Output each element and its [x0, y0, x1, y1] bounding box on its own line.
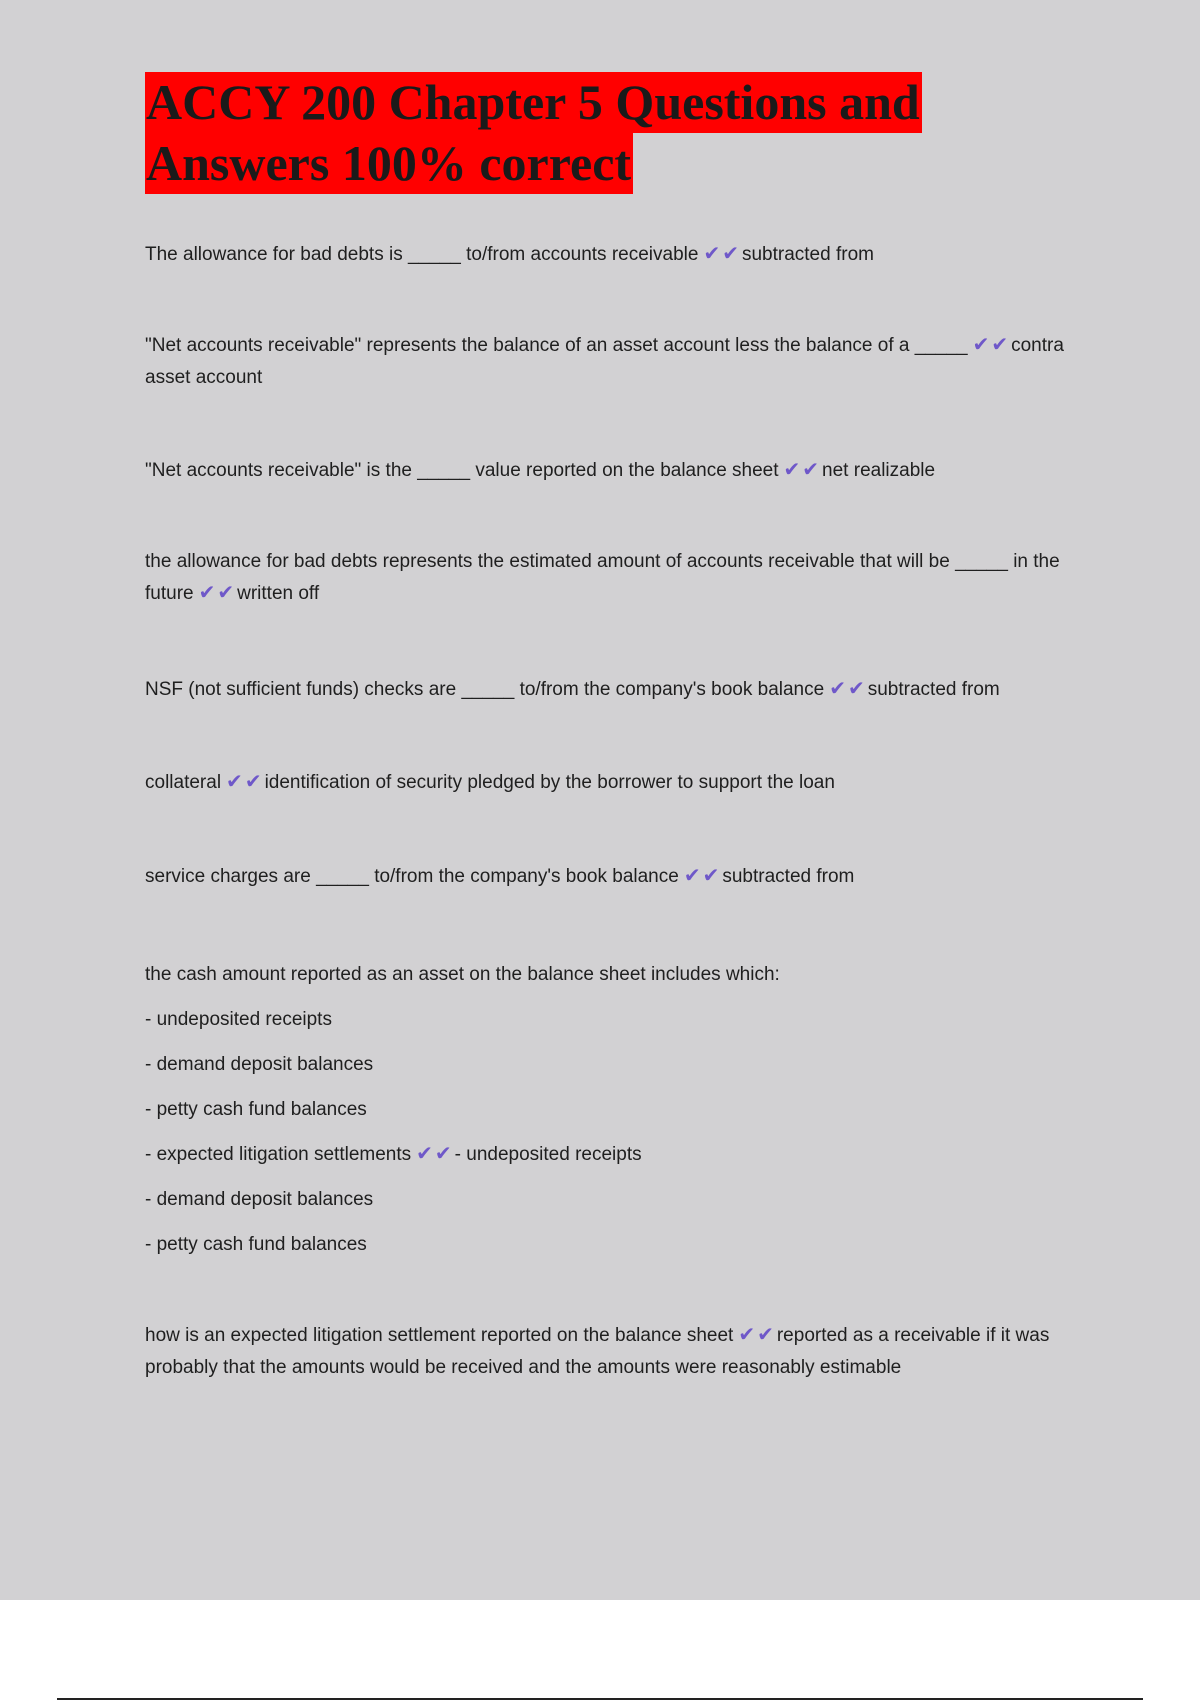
title-line-2: Answers 100% correct [145, 133, 633, 194]
question-text: The allowance for bad debts is _____ to/from accounts receivable [145, 244, 699, 265]
answer-text: net realizable [822, 460, 936, 481]
qa-item-1 [145, 239, 1085, 271]
list-item: - petty cash fund balances [145, 1099, 367, 1120]
qa-item-6 [145, 767, 1085, 799]
double-check-icon: ✔ ✔ [703, 241, 739, 265]
double-check-icon: ✔ ✔ [416, 1141, 452, 1165]
question-text: "Net accounts receivable" represents the balance of an asset account less the balance of a _____ [145, 335, 968, 356]
question-text: service charges are _____ to/from the company's book balance [145, 866, 679, 887]
double-check-icon: ✔ ✔ [226, 769, 262, 793]
question-text: "Net accounts receivable" is the _____ value reported on the balance sheet [145, 460, 779, 481]
answer-list-item: - demand deposit balances [145, 1189, 374, 1210]
list-item: - undeposited receipts [145, 1009, 332, 1030]
answer-text: contra asset account [145, 335, 1064, 388]
question-text: the allowance for bad debts represents the estimated amount of accounts receivable that will be _____ in the future [145, 551, 1060, 604]
qa-item-9 [145, 1320, 1085, 1384]
qa-item-5 [145, 674, 1085, 706]
list-item: - expected litigation settlements [145, 1144, 412, 1165]
list-item: - demand deposit balances [145, 1054, 374, 1075]
double-check-icon: ✔ ✔ [683, 863, 720, 887]
answer-text: subtracted from [722, 866, 855, 887]
qa-item-8 [145, 952, 1085, 1267]
double-check-icon: ✔ ✔ [783, 457, 820, 481]
double-check-icon: ✔ ✔ [829, 676, 865, 700]
answer-list-item: - petty cash fund balances [145, 1234, 367, 1255]
answer-text: subtracted from [741, 244, 874, 265]
document-title [145, 72, 922, 194]
question-text: how is an expected litigation settlement reported on the balance sheet [145, 1325, 734, 1346]
qa-item-2 [145, 330, 1085, 394]
double-check-icon: ✔ ✔ [738, 1322, 774, 1346]
question-intro: the cash amount reported as an asset on the balance sheet includes which: [145, 964, 780, 985]
double-check-icon: ✔ ✔ [198, 580, 235, 604]
double-check-icon: ✔ ✔ [972, 332, 1009, 356]
question-text: collateral [145, 772, 222, 793]
page-footer [0, 1600, 1200, 1700]
answer-text: written off [237, 583, 320, 604]
qa-item-4 [145, 546, 1085, 610]
question-text: NSF (not sufficient funds) checks are _____ to/from the company's book balance [145, 679, 825, 700]
answer-text: identification of security pledged by the borrower to support the loan [264, 772, 835, 793]
qa-item-3 [145, 455, 1085, 487]
title-line-1: ACCY 200 Chapter 5 Questions and [145, 72, 922, 133]
qa-item-7 [145, 861, 1085, 893]
answer-text: reported as a receivable if it was probably that the amounts would be received and the amounts were reasonably estimable [145, 1325, 1050, 1378]
answer-text: - undeposited receipts [454, 1144, 642, 1165]
answer-text: subtracted from [867, 679, 1000, 700]
